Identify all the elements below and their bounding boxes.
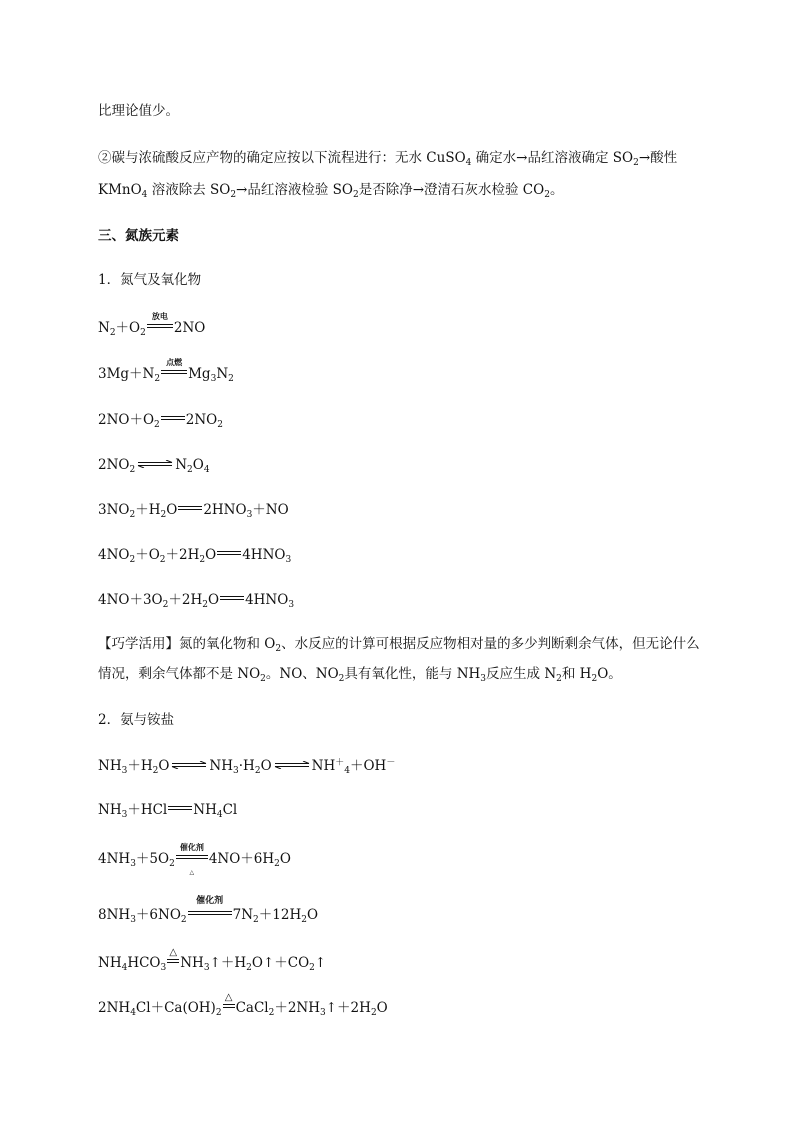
subscript: 3 xyxy=(203,963,210,973)
text: 。NO、NO xyxy=(265,666,339,682)
subscript: 3 xyxy=(285,555,292,565)
subscript: 2 xyxy=(591,674,598,684)
paragraph-carbon-sulfuric-acid-line1 xyxy=(98,148,677,168)
equation-nh3-h2o xyxy=(98,756,395,776)
subscript: 2 xyxy=(301,915,307,925)
text: ＋O xyxy=(135,547,160,563)
subscript: 2 xyxy=(199,555,206,565)
condition-label: 放电 xyxy=(151,311,168,321)
text: ↑＋2H xyxy=(325,1000,371,1016)
superscript: ＋ xyxy=(335,758,345,768)
equals-sign xyxy=(168,806,192,810)
reaction-condition xyxy=(176,842,208,876)
text: ＋2H xyxy=(165,547,200,563)
text: →酸性 xyxy=(638,150,678,166)
text: 7N xyxy=(232,907,254,923)
condition-label: 催化剂 xyxy=(196,896,224,906)
text: NH xyxy=(180,955,204,971)
text: 2NO＋O xyxy=(98,412,155,428)
reversible-arrow-icon xyxy=(171,761,207,769)
equation-nh3-hcl xyxy=(98,800,237,820)
text: ＋12H xyxy=(258,907,302,923)
text: ＋HCl xyxy=(127,802,168,818)
subscript: 4 xyxy=(216,810,223,820)
subscript: 2 xyxy=(246,963,252,973)
text: O xyxy=(166,502,178,518)
subsection-heading-nitrogen-oxides: 1．氮气及氧化物 xyxy=(98,272,202,288)
text: 3Mg＋N xyxy=(98,366,155,382)
subscript: 2 xyxy=(633,158,639,168)
subscript: 2 xyxy=(160,510,167,520)
text: ·H xyxy=(238,758,255,774)
tip-paragraph-line2 xyxy=(98,664,622,684)
text: ＋5O xyxy=(135,851,170,867)
subscript: 2 xyxy=(544,190,550,200)
text: ↑＋H xyxy=(209,955,247,971)
equals-sign xyxy=(178,506,202,510)
equation-n2-o2 xyxy=(98,311,206,338)
text: KMnO xyxy=(98,182,142,198)
text: N xyxy=(98,320,110,336)
subscript: 2 xyxy=(180,915,187,925)
text: HCO xyxy=(127,955,161,971)
text: 3NO xyxy=(98,502,130,518)
text: O xyxy=(207,592,220,608)
heat-symbol: △ xyxy=(189,869,195,876)
text: O xyxy=(205,547,217,563)
text: 4NO＋3O xyxy=(98,592,163,608)
subscript: 2 xyxy=(129,555,136,565)
subscript: 4 xyxy=(141,190,148,200)
text: NH xyxy=(98,758,122,774)
subscript: 2 xyxy=(187,465,193,475)
text: ＋NO xyxy=(252,502,289,518)
text: N xyxy=(216,366,229,382)
subscript: 2 xyxy=(228,374,234,384)
subscript: 2 xyxy=(254,766,261,776)
tip-paragraph-line1 xyxy=(98,634,700,654)
text: 2NO xyxy=(173,320,206,336)
subscript: 2 xyxy=(162,600,169,610)
superscript: － xyxy=(386,758,396,768)
text: 溶液除去 SO xyxy=(151,182,231,198)
text: Cl＋Ca(OH) xyxy=(135,1000,216,1016)
text: CaCl xyxy=(235,1000,269,1016)
subscript: 2 xyxy=(370,1008,377,1018)
section-heading: 三、氮族元素 xyxy=(98,228,179,244)
equation-no2-h2o xyxy=(98,500,289,520)
text: O xyxy=(306,907,319,923)
subscript: 2 xyxy=(154,374,161,384)
subscript: 2 xyxy=(152,766,159,776)
heat-symbol: △ xyxy=(224,992,233,1003)
subscript: 2 xyxy=(159,555,166,565)
equation-nh3-oxidation xyxy=(98,842,291,876)
subscript: 4 xyxy=(344,766,350,776)
heat-symbol: △ xyxy=(169,947,178,958)
text: 4NO xyxy=(98,547,130,563)
subscript: 2 xyxy=(140,328,146,338)
text: O xyxy=(376,1000,388,1016)
text: ＋H xyxy=(127,758,153,774)
text: 比理论值少。 xyxy=(98,103,179,119)
text: ＋O xyxy=(115,320,141,336)
text: NH xyxy=(209,758,234,774)
equation-no-o2-h2o xyxy=(98,590,294,610)
subscript: 2 xyxy=(154,420,160,430)
text: O。 xyxy=(597,666,622,682)
text: ＋H xyxy=(135,502,161,518)
subscript: 2 xyxy=(202,600,208,610)
subsection-heading-ammonia: 2．氨与铵盐 xyxy=(98,712,175,728)
reaction-condition xyxy=(223,992,235,1018)
text: ②碳与浓硫酸反应产物的确定应按以下流程进行：无水 CuSO xyxy=(98,150,466,166)
equation-no-o2 xyxy=(98,410,223,430)
paragraph-continuation xyxy=(98,101,179,121)
subscript: 4 xyxy=(465,158,472,168)
reversible-arrow-icon xyxy=(274,761,310,769)
text: 情况，剩余气体都不是 NO xyxy=(98,666,261,682)
text: 具有氧化性，能与 NH xyxy=(344,666,481,682)
text: NH xyxy=(193,802,217,818)
subscript: 4 xyxy=(203,465,210,475)
subscript: 2 xyxy=(230,190,237,200)
text: 2NO xyxy=(185,412,218,428)
text: O xyxy=(279,851,291,867)
subscript: 3 xyxy=(121,810,128,820)
text: NH xyxy=(311,758,336,774)
text: N xyxy=(175,457,188,473)
subscript: 2 xyxy=(129,510,136,520)
equation-nh4hco3-decomposition xyxy=(98,947,327,973)
subscript: 2 xyxy=(274,859,280,869)
equation-nh4cl-caoh2 xyxy=(98,992,388,1018)
reaction-condition xyxy=(161,357,187,384)
reaction-condition xyxy=(147,311,173,338)
text: ↑ xyxy=(314,955,327,971)
subscript: 3 xyxy=(130,859,136,869)
equation-no2-n2o4 xyxy=(98,455,210,475)
subscript: 3 xyxy=(288,600,295,610)
subscript: 2 xyxy=(169,859,175,869)
text: 8NH xyxy=(98,907,131,923)
text: Cl xyxy=(222,802,238,818)
subscript: 3 xyxy=(160,963,167,973)
subscript: 4 xyxy=(130,1008,136,1018)
equals-sign xyxy=(217,551,241,555)
text: O xyxy=(192,457,204,473)
subscript: 2 xyxy=(217,420,223,430)
text: O↑＋CO xyxy=(251,955,310,971)
text: →品红溶液检验 SO xyxy=(236,182,353,198)
subscript: 2 xyxy=(260,674,266,684)
text: ＋2NH xyxy=(274,1000,321,1016)
text: NH xyxy=(98,955,122,971)
subscript: 2 xyxy=(109,328,116,338)
subscript: 4 xyxy=(121,963,128,973)
subscript: 2 xyxy=(129,465,136,475)
subscript: 2 xyxy=(275,644,282,654)
text: 2NH xyxy=(98,1000,131,1016)
text: ＋2H xyxy=(168,592,203,608)
equation-no2-o2-h2o xyxy=(98,545,291,565)
condition-label: 点燃 xyxy=(166,357,183,367)
equation-nh3-no2 xyxy=(98,896,319,925)
subscript: 2 xyxy=(253,915,259,925)
subscript: 3 xyxy=(233,766,239,776)
equals-sign xyxy=(220,596,244,600)
subscript: 3 xyxy=(320,1008,326,1018)
subscript: 2 xyxy=(268,1008,275,1018)
text: O xyxy=(260,758,272,774)
paragraph-carbon-sulfuric-acid-line2 xyxy=(98,180,563,200)
subscript: 3 xyxy=(130,915,136,925)
subscript: 3 xyxy=(210,374,217,384)
text: ＋6NO xyxy=(135,907,181,923)
text: 4NO＋6H xyxy=(208,851,275,867)
condition-label: 催化剂 xyxy=(179,842,204,852)
reaction-condition xyxy=(167,947,179,973)
text: 是否除净→澄清石灰水检验 CO xyxy=(358,182,545,198)
text: 【巧学活用】氮的氧化物和 O xyxy=(98,636,276,652)
reaction-condition xyxy=(188,896,232,925)
text: NH xyxy=(98,802,122,818)
text: 反应生成 N xyxy=(486,666,557,682)
text: 4HNO xyxy=(245,592,289,608)
text: ＋OH xyxy=(349,758,387,774)
subscript: 3 xyxy=(246,510,253,520)
subscript: 2 xyxy=(352,190,359,200)
equals-sign xyxy=(161,416,185,420)
subscript: 3 xyxy=(121,766,128,776)
text: 4NH xyxy=(98,851,131,867)
subscript: 2 xyxy=(215,1008,222,1018)
text: 4HNO xyxy=(242,547,286,563)
text: O xyxy=(158,758,170,774)
text: 2HNO xyxy=(203,502,247,518)
text: Mg xyxy=(188,366,211,382)
reversible-arrow-icon xyxy=(137,460,173,468)
subscript: 2 xyxy=(556,674,562,684)
text: 、水反应的计算可根据反应物相对量的多少判断剩余气体，但无论什么 xyxy=(281,636,700,652)
subscript: 2 xyxy=(338,674,345,684)
text: 2NO xyxy=(98,457,130,473)
text: 确定水→品红溶液确定 SO xyxy=(475,150,634,166)
text: 和 H xyxy=(561,666,592,682)
subscript: 2 xyxy=(309,963,315,973)
text: 。 xyxy=(549,182,564,198)
equation-mg-n2 xyxy=(98,357,234,384)
subscript: 3 xyxy=(480,674,487,684)
